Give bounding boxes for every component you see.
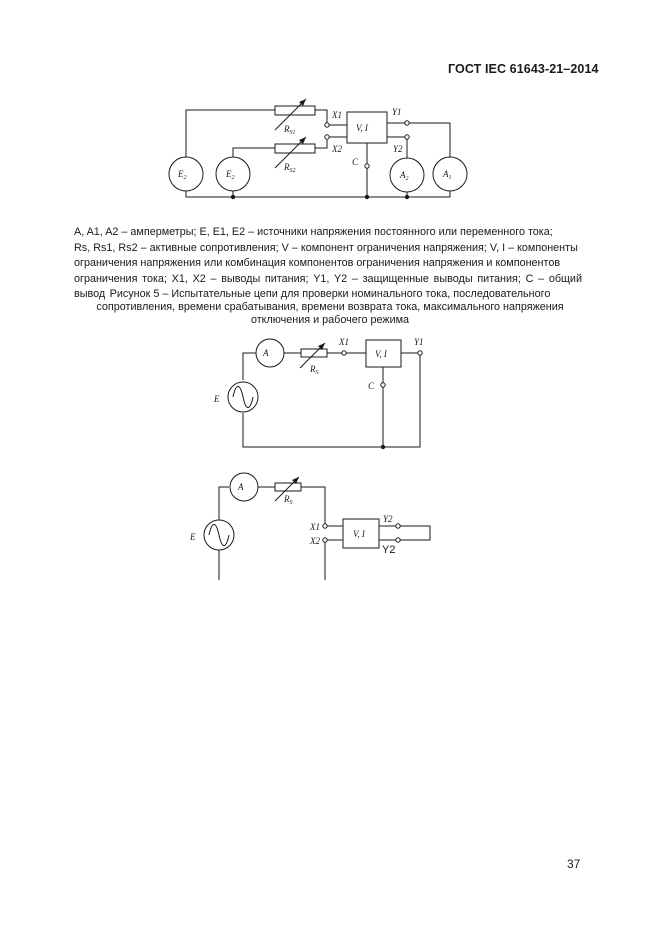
fig2-label-c: C <box>368 381 375 391</box>
fig3-label-x1: X1 <box>310 522 320 532</box>
block-label: V, I <box>356 123 368 133</box>
label-y2: Y2 <box>393 144 403 154</box>
label-a1: $A_1$ <box>443 169 452 181</box>
label-x1: X1 <box>332 110 342 120</box>
label-c: C <box>352 157 359 167</box>
fig2-label-e: E <box>214 394 220 404</box>
label-rs2: $R_{S2}$ <box>284 162 296 174</box>
label-e-left: $E_2$ <box>178 169 187 181</box>
fig3-label-e: E <box>190 532 196 542</box>
fig3-label-ammeter: A <box>238 482 244 492</box>
fig2-block-label: V, I <box>375 349 387 359</box>
caption-line-1: Рисунок 5 – Испытательные цепи для проверки номинального тока, последовательного <box>109 288 551 300</box>
label-y1: Y1 <box>392 107 402 117</box>
legend-line-3: ограничения напряжения или комбинация компонентов ограничения напряжения и компонентов <box>74 257 561 270</box>
legend-line-4: ограничения тока; X1, X2 – выводы питания; Y1, Y2 – защищенные выводы питания; C – общий вывод <box>74 272 582 301</box>
fig3-block-label: V, I <box>353 529 365 539</box>
page-number: 37 <box>567 857 581 871</box>
caption-line-3: отключения и рабочего режима <box>250 314 410 327</box>
caption-line-2: сопротивления, времени срабатывания, времени возврата тока, максимального напряжения <box>96 301 564 314</box>
fig2-label-x1: X1 <box>339 337 349 347</box>
legend-line-1: A, A1, A2 – амперметры; E, E1, E2 – источники напряжения постоянного или переменного тока; <box>74 226 553 238</box>
label-rs1: $R_{S1}$ <box>284 124 296 136</box>
legend-line-2: Rs, Rs1, Rs2 – активные сопротивления; V – компонент ограничения напряжения; V, I – компоненты <box>74 241 578 254</box>
label-x2: X2 <box>332 144 342 154</box>
fig3-label-rs: $R_S$ <box>284 494 293 506</box>
fig2-label-rs: $R_S$ <box>310 364 319 376</box>
standard-header: ГОСТ IEC 61643-21–2014 <box>448 62 599 76</box>
fig3-label-y2-bottom: Y2 <box>382 544 396 556</box>
figure-caption <box>70 288 590 328</box>
fig3-label-y2-top: Y2 <box>383 514 393 524</box>
fig2-label-y1: Y1 <box>414 337 424 347</box>
label-e-right: $E_2$ <box>226 169 235 181</box>
fig3-label-x2: X2 <box>310 536 320 546</box>
fig2-label-ammeter: A <box>263 348 269 358</box>
label-a2: $A_2$ <box>400 170 409 182</box>
